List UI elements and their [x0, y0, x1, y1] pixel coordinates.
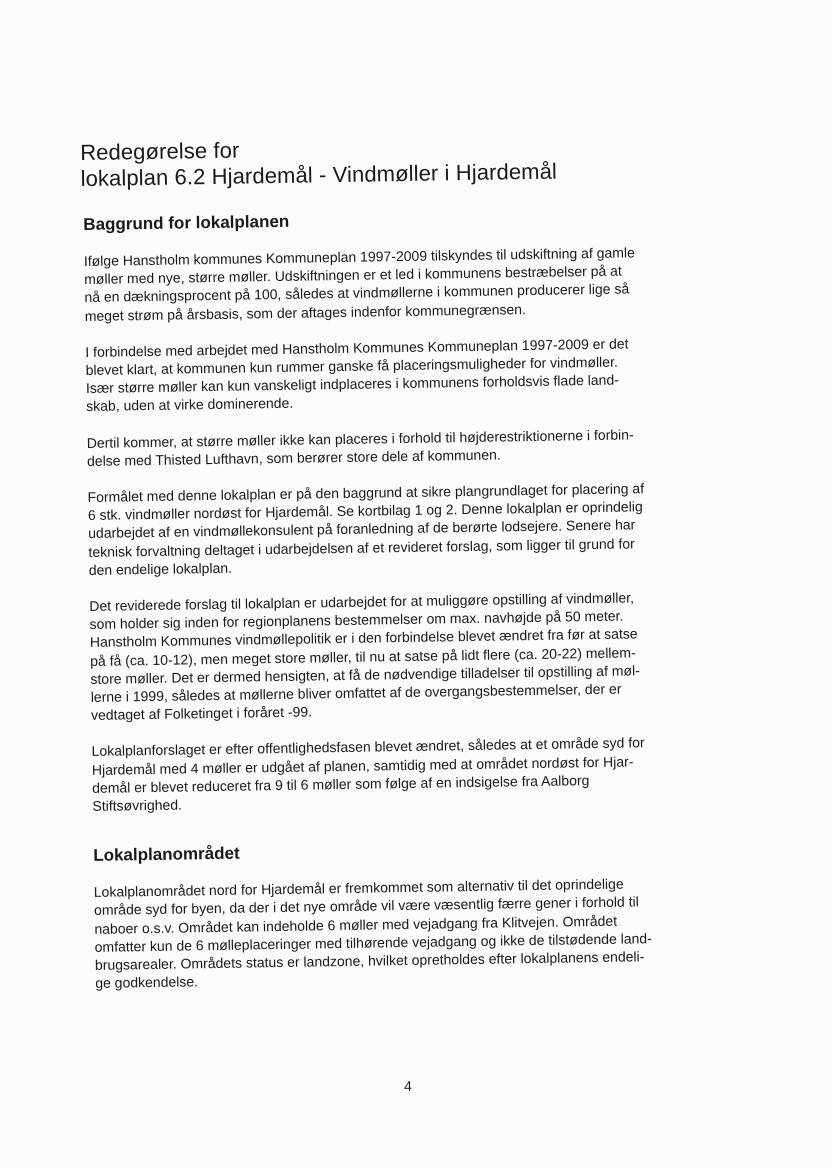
text-line: Især større møller kan kun vanskeligt indplaceres i kommunens forholdsvis flade land-: [85, 371, 619, 397]
paragraph: [85, 333, 736, 416]
text-line: Det reviderede forslag til lokalplan er udarbejdet for at muliggøre opstilling af vindmøller,: [89, 589, 635, 614]
text-line: møller med nye, større møller. Udskiftningen er et led i kommunens bestræbelser på at: [84, 262, 622, 288]
text-line: nå en dækningsprocent på 100, således at vindmøllerne i kommunen producerer lige så: [84, 280, 630, 306]
paragraph: [84, 242, 735, 325]
section-heading-baggrund: Baggrund for lokalplanen: [83, 211, 290, 234]
text-line: Formålet med denne lokalplan er på den baggrund at sikre plangrundlaget for placering af: [87, 480, 645, 505]
text-line: skab, uden at virke dominerende.: [86, 395, 294, 415]
text-line: 6 stk. vindmøller nordøst for Hjardemål. Se kortbilag 1 og 2. Denne lokalplan er oprindelig: [87, 498, 643, 524]
text-line: Ifølge Hanstholm kommunes Kommuneplan 1997-2009 tilskyndes til udskiftning af gamle: [83, 244, 635, 269]
text-line: demål er blevet reduceret fra 9 til 6 møller som følge af en indsigelse fra Aalborg: [92, 771, 590, 796]
text-line: naboer o.s.v. Området kan indeholde 6 møller med vejadgang fra Klitvejen. Området: [94, 912, 618, 937]
text-line: blevet klart, at kommunen kun rummer ganske få placeringsmuligheder for vindmøller.: [85, 353, 618, 378]
section-heading-lokalplanomraadet: Lokalplanområdet: [93, 843, 240, 866]
paragraph: [91, 732, 742, 815]
text-line: Hanstholm Kommunes vindmøllepolitik er i den forbindelse blevet ændret fra før at satse: [89, 625, 638, 651]
paragraph: [94, 873, 746, 992]
page-number: 4: [403, 1077, 412, 1095]
text-line: brugsarealer. Områdets status er landzone, hvilket opretholdes efter lokalplanens endeli-: [94, 948, 645, 973]
text-line: meget strøm på årsbasis, som der aftages indenfor kommunegrænsen.: [84, 300, 527, 324]
text-line: Dertil kommer, at større møller ikke kan placeres i forhold til højderestriktionerne i forbin-: [86, 425, 634, 451]
text-line: ge godkendelse.: [95, 973, 199, 992]
text-line: Lokalplanområdet nord for Hjardemål er fremkommet som alternativ til det oprindelige: [93, 875, 624, 901]
text-line: delse med Thisted Lufthavn, som berører store dele af kommunen.: [86, 446, 501, 469]
text-line: store møller. Det er dermed hensigten, at få de nødvendige tilladelser til opstilling af møl-: [90, 662, 640, 687]
text-line: Lokalplanforslaget er efter offentlighedsfasen blevet ændret, således at et område syd for: [91, 734, 645, 760]
text-line: Hjardemål med 4 møller er udgået af planen, samtidig med at området nordøst for Hjar-: [91, 753, 634, 778]
page-title: [80, 130, 733, 192]
paragraph: [89, 587, 741, 725]
text-line: område syd for byen, da der i det nye område vil være væsentlig færre gener i forhold til: [93, 893, 639, 919]
title-line-2: lokalplan 6.2 Hjardemål - Vindmøller i Hjardemål: [80, 158, 558, 192]
text-line: udarbejdet af en vindmøllekonsulent på foranledning af de berørte lodsejere. Senere har: [88, 516, 636, 542]
document-body: [82, 130, 746, 1011]
text-line: I forbindelse med arbejdet med Hanstholm Kommunes Kommuneplan 1997-2009 er det: [85, 335, 629, 360]
text-line: omfatter kun de 6 mølleplaceringer med tilhørende vejadgang og ikke de tilstødende land-: [94, 930, 652, 955]
text-line: vedtaget af Folketinget i foråret -99.: [90, 703, 313, 724]
text-line: som holder sig inden for regionplanens bestemmelser om max. navhøjde på 50 meter.: [89, 607, 624, 633]
paragraph: [87, 423, 737, 470]
text-line: teknisk forvaltning deltaget i udarbejdelsen af et revideret forslag, som ligger til grund for: [88, 535, 635, 560]
paragraph: [87, 478, 738, 579]
text-line: den endelige lokalplan.: [88, 559, 233, 578]
title-line-1: Redegørelse for: [80, 137, 240, 166]
text-line: lerne i 1999, således at møllerne bliver omfattet af de overgangsbestemmelser, der er: [90, 680, 622, 705]
text-line: på få (ca. 10-12), men meget store møller, til nu at satse på lidt flere (ca. 20-22) mellem-: [90, 644, 636, 669]
text-line: Stiftsøvrighed.: [92, 796, 183, 814]
